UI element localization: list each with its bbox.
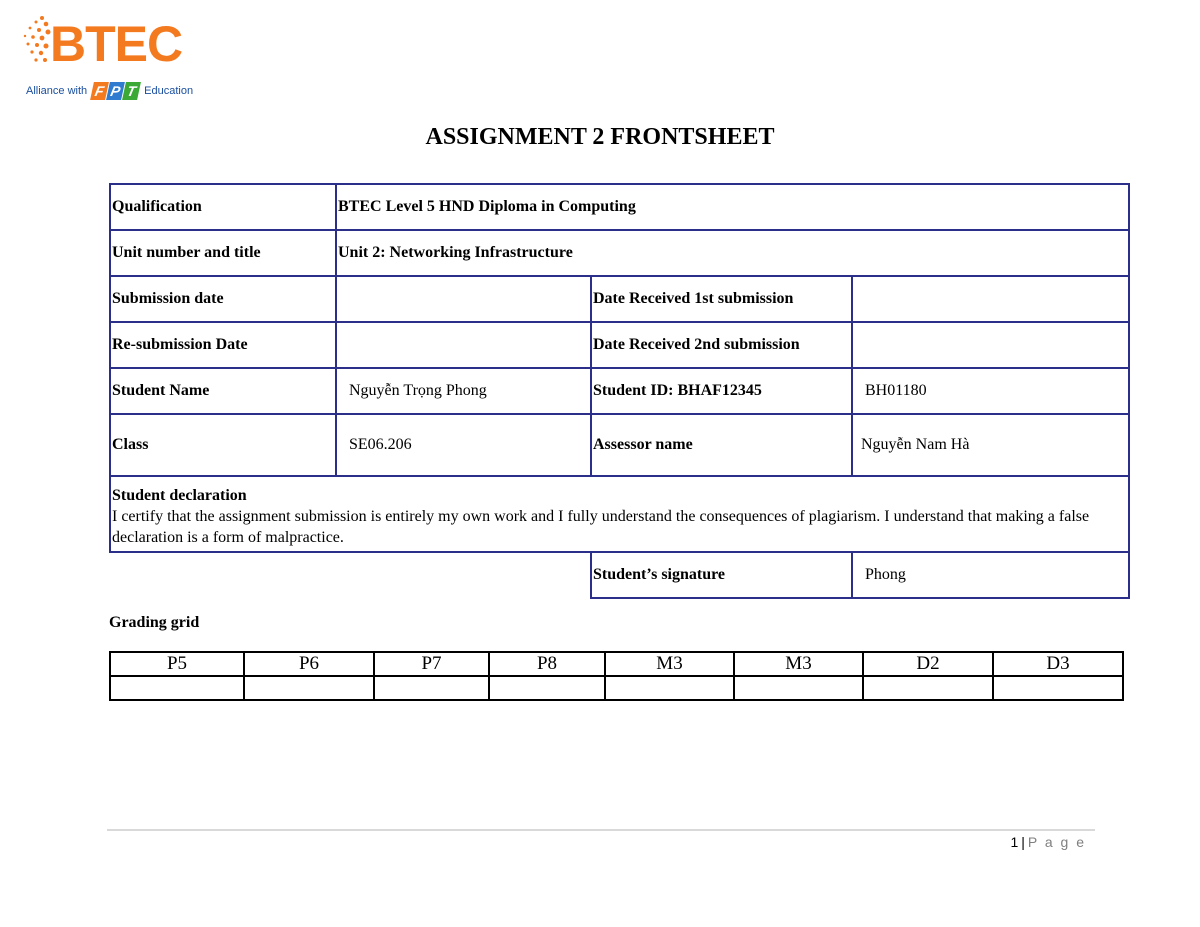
received-1-value — [852, 276, 1129, 322]
logo-tagline — [26, 80, 193, 102]
grade-value-p8 — [489, 676, 605, 700]
grade-header-d2: D2 — [863, 652, 993, 676]
grade-header-p8: P8 — [489, 652, 605, 676]
page-title-wrap — [0, 120, 1200, 154]
signature-value: Phong — [852, 552, 1129, 598]
row-qualification — [110, 184, 1129, 230]
assessor-label: Assessor name — [591, 414, 852, 476]
fpt-letter-t: T — [122, 82, 141, 100]
footer-divider — [107, 829, 1095, 831]
row-class — [110, 414, 1129, 476]
signature-spacer — [110, 552, 591, 598]
row-student — [110, 368, 1129, 414]
unit-value: Unit 2: Networking Infrastructure — [336, 230, 1129, 276]
student-id-label: Student ID: BHAF12345 — [591, 368, 852, 414]
footer-separator: | — [1021, 834, 1025, 850]
student-id-value: BH01180 — [852, 368, 1129, 414]
btec-wordmark: BTEC — [50, 16, 183, 72]
row-signature — [110, 552, 1129, 598]
received-2-label: Date Received 2nd submission — [591, 322, 852, 368]
fpt-letter-f: F — [90, 82, 109, 100]
grade-header-d3: D3 — [993, 652, 1123, 676]
resubmission-label: Re-submission Date — [110, 322, 336, 368]
grade-header-p6: P6 — [244, 652, 374, 676]
grade-header-m3-second: M3 — [734, 652, 863, 676]
grading-header-row — [110, 652, 1123, 676]
grade-header-p7: P7 — [374, 652, 489, 676]
row-declaration — [110, 476, 1129, 552]
grade-header-m3: M3 — [605, 652, 734, 676]
frontsheet-info-table — [109, 183, 1130, 599]
resubmission-value — [336, 322, 591, 368]
row-unit — [110, 230, 1129, 276]
row-resubmission — [110, 322, 1129, 368]
student-name-value: Nguyễn Trọng Phong — [336, 368, 591, 414]
grading-grid-label: Grading grid — [109, 614, 200, 631]
received-2-value — [852, 322, 1129, 368]
declaration-text: I certify that the assignment submission is entirely my own work and I fully understand the consequences of plagiarism. I understand that making a false declaration is a form of malpractice. — [112, 508, 1090, 546]
grade-value-p6 — [244, 676, 374, 700]
qualification-label: Qualification — [110, 184, 336, 230]
student-declaration — [110, 476, 1129, 552]
tagline-suffix: Education — [144, 85, 194, 97]
grade-header-p5: P5 — [110, 652, 244, 676]
page-word: P a g e — [1027, 834, 1086, 850]
page-footer — [1010, 834, 1086, 850]
submission-date-label: Submission date — [110, 276, 336, 322]
tagline-prefix: Alliance with — [26, 85, 88, 97]
btec-logo — [20, 10, 195, 105]
fpt-letter-p: P — [106, 82, 125, 100]
grading-grid — [109, 651, 1124, 701]
grade-value-d3 — [993, 676, 1123, 700]
unit-label: Unit number and title — [110, 230, 336, 276]
received-1-label: Date Received 1st submission — [591, 276, 852, 322]
signature-label: Student’s signature — [591, 552, 852, 598]
student-name-label: Student Name — [110, 368, 336, 414]
grading-value-row — [110, 676, 1123, 700]
class-label: Class — [110, 414, 336, 476]
grade-value-p5 — [110, 676, 244, 700]
grade-value-m3 — [605, 676, 734, 700]
qualification-value: BTEC Level 5 HND Diploma in Computing — [336, 184, 1129, 230]
class-value: SE06.206 — [336, 414, 591, 476]
assessor-value: Nguyễn Nam Hà — [852, 414, 1129, 476]
fpt-logo — [92, 82, 139, 100]
page-number: 1 — [1010, 834, 1019, 850]
submission-date-value — [336, 276, 591, 322]
row-submission — [110, 276, 1129, 322]
declaration-heading: Student declaration — [112, 487, 247, 504]
grade-value-d2 — [863, 676, 993, 700]
grade-value-p7 — [374, 676, 489, 700]
page-title: ASSIGNMENT 2 FRONTSHEET — [425, 124, 775, 150]
grade-value-m3-second — [734, 676, 863, 700]
